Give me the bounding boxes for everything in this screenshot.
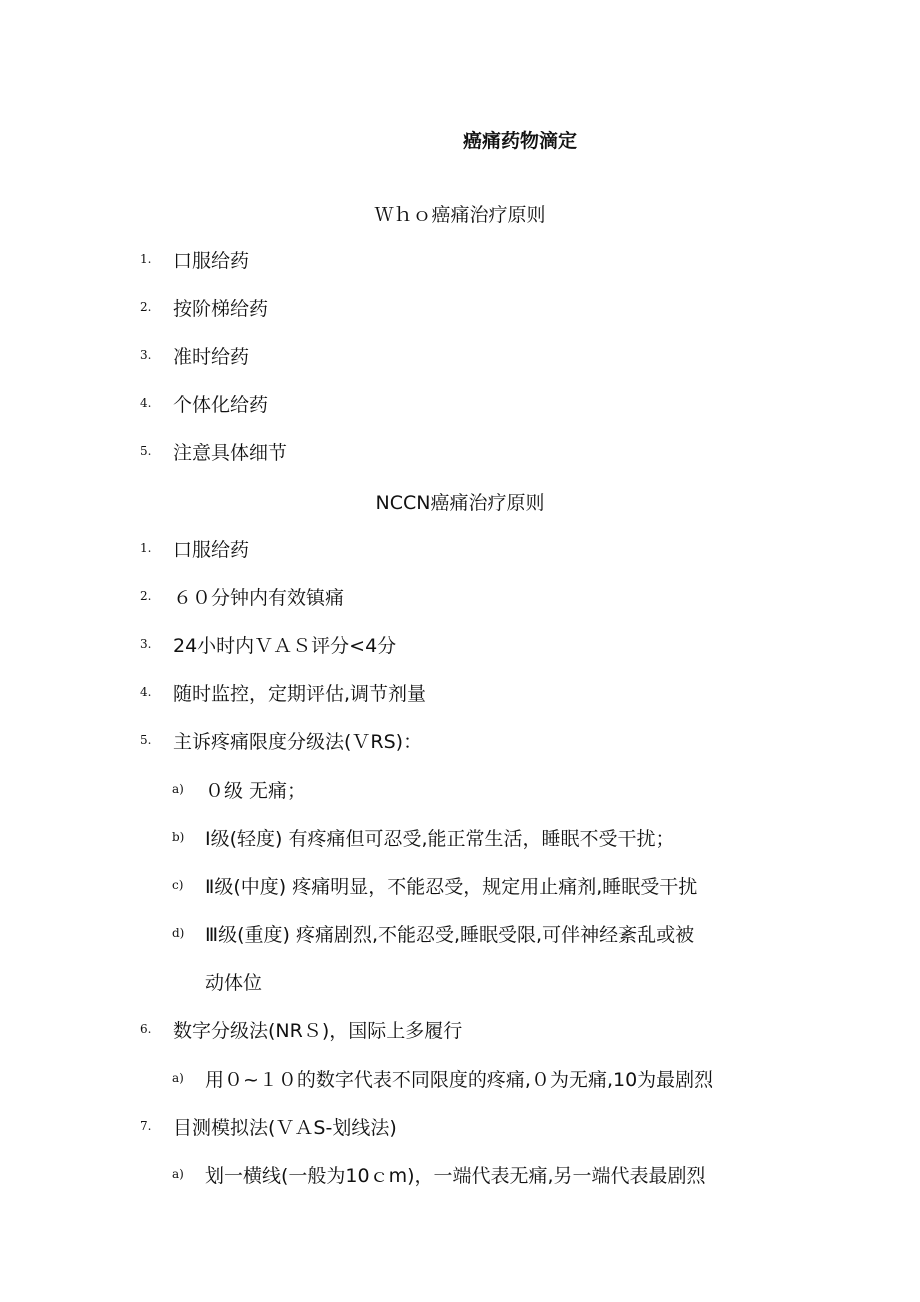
- list-text: 随时监控，定期评估,调节剂量: [173, 682, 427, 705]
- sub-list-letter: a): [172, 1071, 184, 1085]
- list-text: 个体化给药: [173, 393, 269, 416]
- document-title-text: 癌痛药物滴定: [462, 130, 577, 152]
- list-text: 注意具体细节: [173, 441, 288, 464]
- sub-list-text: ０级 无痛；: [205, 779, 307, 802]
- list-number: 1.: [140, 541, 152, 555]
- sub-list-letter: c): [172, 878, 184, 892]
- list-text: 24小时内ＶＡＳ评分<4分: [173, 634, 397, 657]
- list-number: 5.: [140, 444, 152, 458]
- list-number: 4.: [140, 396, 152, 410]
- list-number: 7.: [140, 1119, 152, 1133]
- list-text: ６０分钟内有效镇痛: [173, 586, 345, 609]
- list-text: 口服给药: [173, 249, 250, 272]
- list-number: 5.: [140, 733, 152, 747]
- list-text: 按阶梯给药: [173, 297, 269, 320]
- nccn-principles-heading: NCCN癌痛治疗原则: [375, 492, 545, 514]
- sub-list-text: Ⅲ级(重度) 疼痛剧烈,不能忍受,睡眠受限,可伴神经紊乱或被: [205, 923, 695, 946]
- list-number: 2.: [140, 300, 152, 314]
- who-principles-heading: Ｗｈｏ癌痛治疗原则: [374, 204, 546, 226]
- list-number: 4.: [140, 685, 152, 699]
- list-text: 口服给药: [173, 538, 250, 561]
- document-title: [0, 126, 920, 153]
- sub-list-text: 动体位: [205, 971, 263, 994]
- sub-list-letter: d): [172, 926, 185, 940]
- list-text: 数字分级法(NRＳ)，国际上多履行: [173, 1019, 463, 1042]
- list-text: 目测模拟法(ＶＡS-划线法): [173, 1116, 397, 1139]
- sub-list-text: Ⅰ级(轻度) 有疼痛但可忍受,能正常生活，睡眠不受干扰；: [205, 827, 675, 850]
- sub-list-text: 划一横线(一般为10ｃm)，一端代表无痛,另一端代表最剧烈: [205, 1164, 706, 1187]
- sub-list-text: Ⅱ级(中度) 疼痛明显，不能忍受，规定用止痛剂,睡眠受干扰: [205, 875, 698, 898]
- list-number: 3.: [140, 637, 152, 651]
- list-number: 1.: [140, 252, 152, 266]
- list-text: 主诉疼痛限度分级法(ＶRS)：: [173, 730, 423, 753]
- list-text: 准时给药: [173, 345, 250, 368]
- sub-list-text: 用０~１０的数字代表不同限度的疼痛,０为无痛,10为最剧烈: [205, 1068, 714, 1091]
- sub-list-letter: a): [172, 1167, 184, 1181]
- sub-list-letter: a): [172, 782, 184, 796]
- list-number: 6.: [140, 1022, 152, 1036]
- sub-list-letter: b): [172, 830, 185, 844]
- list-number: 3.: [140, 348, 152, 362]
- list-number: 2.: [140, 589, 152, 603]
